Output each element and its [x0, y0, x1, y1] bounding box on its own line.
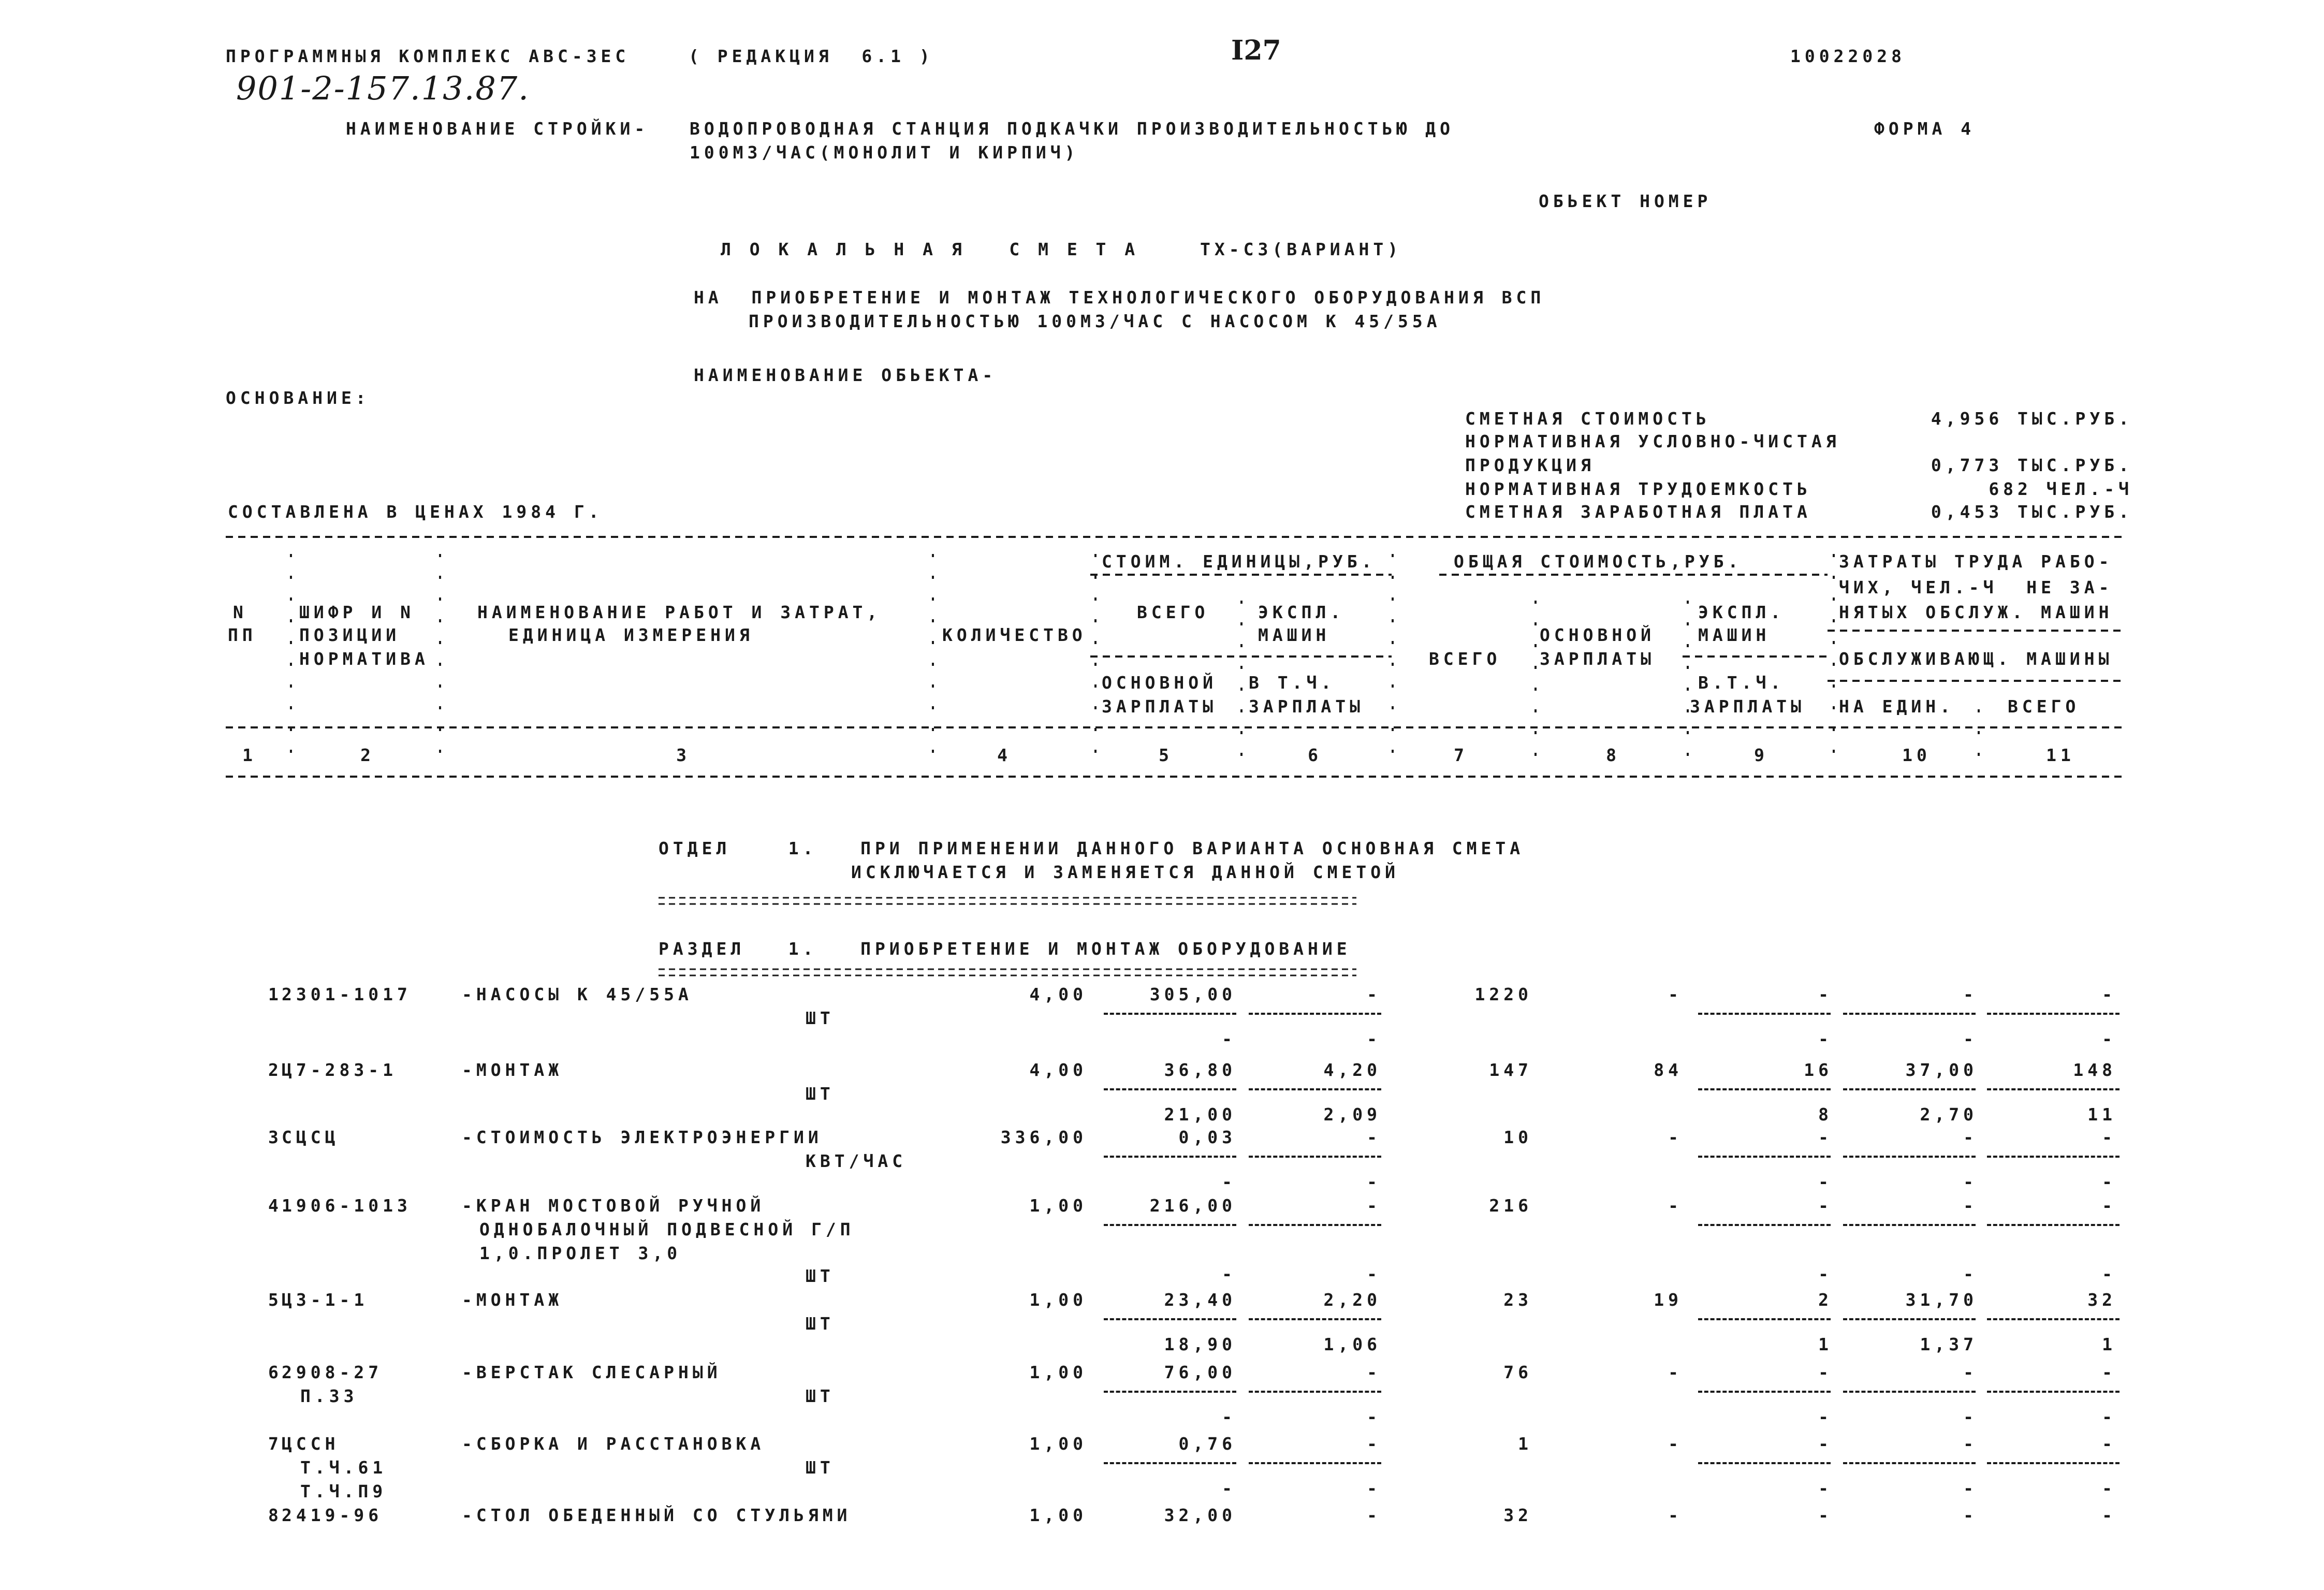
row-wages: - — [1668, 984, 1683, 1004]
summary-label: НОРМАТИВНАЯ ТРУДОЕМКОСТЬ — [1465, 479, 1811, 499]
cell-divider — [1698, 1156, 1831, 1158]
row-machine-total: 2 — [1818, 1290, 1833, 1310]
row-labor-total: - — [2102, 1434, 2116, 1454]
row-operator-total: 11 — [2087, 1104, 2116, 1125]
row-code: Т.Ч.П9 — [300, 1481, 387, 1501]
row-name: -ВЕРСТАК СЛЕСАРНЫЙ — [462, 1362, 722, 1382]
row-machine-wage-total: 1 — [1818, 1334, 1833, 1354]
row-quantity: 336,00 — [1000, 1127, 1087, 1147]
row-unit: ШТ — [806, 1314, 835, 1334]
cell-divider — [1843, 1224, 1976, 1226]
col-2-header: ШИФР И N — [299, 602, 415, 622]
row-operator-unit: - — [1963, 1407, 1978, 1427]
row-number: 4 — [268, 1195, 283, 1216]
row-machine-cost: - — [1367, 1195, 1381, 1216]
row-labor-unit: - — [1963, 984, 1978, 1004]
col-10-header: НА ЕДИН. — [1839, 696, 1954, 717]
row-machine-wage-total: - — [1818, 1029, 1833, 1049]
cell-divider — [1698, 1318, 1831, 1320]
row-operator-total: - — [2102, 1478, 2116, 1498]
row-quantity: 4,00 — [1029, 984, 1087, 1004]
row-base-wage: 21,00 — [1164, 1104, 1236, 1125]
row-operator-total: - — [2102, 1264, 2116, 1284]
row-operator-unit: - — [1963, 1264, 1978, 1284]
col-number: 1 — [242, 745, 257, 765]
row-machine-wage: - — [1367, 1407, 1381, 1427]
row-machine-cost: 4,20 — [1323, 1060, 1381, 1080]
prices-basis: СОСТАВЛЕНА В ЦЕНАХ 1984 Г. — [228, 502, 603, 522]
row-machine-total: 16 — [1804, 1060, 1833, 1080]
cell-divider — [1843, 1318, 1976, 1320]
row-unit-cost: 305,00 — [1149, 984, 1236, 1004]
cell-divider — [1987, 1318, 2120, 1320]
row-total: 1220 — [1474, 984, 1532, 1004]
purpose-line-2: ПРОИЗВОДИТЕЛЬНОСТЬЮ 100М3/ЧАС С НАСОСОМ К 45/55А — [749, 311, 1441, 331]
col-6-header: ЗАРПЛАТЫ — [1249, 696, 1364, 717]
row-machine-wage-total: - — [1818, 1264, 1833, 1284]
row-base-wage: - — [1222, 1407, 1236, 1427]
row-operator-total: - — [2102, 1029, 2116, 1049]
col-5-header: ЗАРПЛАТЫ — [1102, 696, 1217, 717]
form-label: ФОРМА 4 — [1874, 119, 1976, 139]
row-operator-unit: - — [1963, 1172, 1978, 1192]
row-code: СЦСЦ — [282, 1127, 340, 1147]
row-code: 2908-27 — [282, 1362, 383, 1382]
cell-divider — [1249, 1318, 1381, 1320]
row-operator-unit: 1,37 — [1920, 1334, 1978, 1354]
row-unit: ШТ — [806, 1084, 835, 1104]
row-labor-unit: - — [1963, 1434, 1978, 1454]
cell-divider — [1698, 1391, 1831, 1393]
row-machine-wage: 2,09 — [1323, 1104, 1381, 1125]
row-quantity: 1,00 — [1029, 1195, 1087, 1216]
row-total: 1 — [1518, 1434, 1532, 1454]
construction-label: НАИМЕНОВАНИЕ СТРОЙКИ- — [346, 119, 649, 139]
row-unit: ШТ — [806, 1457, 835, 1478]
row-wages: 84 — [1654, 1060, 1683, 1080]
cell-divider — [1843, 1462, 1976, 1464]
row-number: 2 — [268, 1060, 283, 1080]
row-name: -СТОЛ ОБЕДЕННЫЙ СО СТУЛЬЯМИ — [462, 1505, 852, 1525]
summary-label: СМЕТНАЯ СТОИМОСТЬ — [1465, 409, 1711, 429]
summary-label: СМЕТНАЯ ЗАРАБОТНАЯ ПЛАТА — [1465, 502, 1811, 522]
row-total: 10 — [1503, 1127, 1532, 1147]
row-machine-wage-total: - — [1818, 1478, 1833, 1498]
row-labor-total: - — [2102, 1127, 2116, 1147]
row-operator-total: - — [2102, 1172, 2116, 1192]
col-number: 2 — [360, 745, 375, 765]
col-number: 10 — [1902, 745, 1931, 765]
row-total: 147 — [1489, 1060, 1532, 1080]
row-machine-wage-total: - — [1818, 1407, 1833, 1427]
col-number: 5 — [1159, 745, 1173, 765]
handwritten-project-code: 901-2-157.13.87. — [236, 69, 530, 107]
row-machine-wage: 1,06 — [1323, 1334, 1381, 1354]
row-wages: - — [1668, 1127, 1683, 1147]
row-name: -НАСОСЫ К 45/55А — [462, 984, 693, 1004]
summary-value: 0,773 ТЫС.РУБ. — [1931, 455, 2133, 475]
cell-divider — [1104, 1156, 1236, 1158]
col-1-header: N — [233, 602, 247, 622]
row-unit-cost: 0,76 — [1178, 1434, 1236, 1454]
row-machine-total: - — [1818, 1195, 1833, 1216]
row-unit-cost: 0,03 — [1178, 1127, 1236, 1147]
col-number: 3 — [676, 745, 691, 765]
object-number: ОБЬЕКТ НОМЕР — [1539, 191, 1712, 211]
row-labor-total: 148 — [2073, 1060, 2116, 1080]
row-number: 3 — [268, 1127, 283, 1147]
cell-divider — [1104, 1462, 1236, 1464]
row-code: Ц7-283-1 — [282, 1060, 397, 1080]
row-name: -СБОРКА И РАССТАНОВКА — [462, 1434, 765, 1454]
cell-divider — [1249, 1013, 1381, 1015]
unit-cost-header: СТОИМ. ЕДИНИЦЫ,РУБ. — [1102, 551, 1376, 572]
col-number: 4 — [997, 745, 1012, 765]
department-heading: ИСКЛЮЧАЕТСЯ И ЗАМЕНЯЕТСЯ ДАННОЙ СМЕТОЙ — [851, 862, 1399, 882]
row-machine-total: - — [1818, 1362, 1833, 1382]
row-operator-unit: - — [1963, 1029, 1978, 1049]
cell-divider — [1104, 1318, 1236, 1320]
edition-label: ( РЕДАКЦИЯ 6.1 ) — [689, 46, 934, 66]
cell-divider — [1987, 1088, 2120, 1090]
labor-header: ОБСЛУЖИВАЮЩ. МАШИНЫ — [1839, 649, 2113, 669]
row-labor-unit: 31,70 — [1905, 1290, 1978, 1310]
col-number: 8 — [1606, 745, 1620, 765]
row-labor-unit: - — [1963, 1505, 1978, 1525]
cell-divider — [1987, 1391, 2120, 1393]
labor-header: ЗАТРАТЫ ТРУДА РАБО- — [1839, 551, 2113, 572]
row-labor-unit: - — [1963, 1195, 1978, 1216]
row-machine-cost: - — [1367, 1362, 1381, 1382]
row-name: -СТОИМОСТЬ ЭЛЕКТРОЭНЕРГИИ — [462, 1127, 823, 1147]
col-9-header: ЭКСПЛ. — [1698, 602, 1785, 622]
department-heading: ОТДЕЛ 1. ПРИ ПРИМЕНЕНИИ ДАННОГО ВАРИАНТА ОСНОВНАЯ СМЕТА — [659, 838, 1525, 858]
row-wages: - — [1668, 1505, 1683, 1525]
cell-divider — [1249, 1224, 1381, 1226]
row-unit: ШТ — [806, 1266, 835, 1286]
construction-name-1: ВОДОПРОВОДНАЯ СТАНЦИЯ ПОДКАЧКИ ПРОИЗВОДИТЕЛЬНОСТЬЮ ДО — [690, 119, 1454, 139]
basis-label: ОСНОВАНИЕ: — [226, 388, 370, 408]
object-name-label: НАИМЕНОВАНИЕ ОБЬЕКТА- — [694, 365, 997, 385]
cell-divider — [1698, 1088, 1831, 1090]
row-unit: КВТ/ЧАС — [806, 1151, 907, 1171]
row-code: 2419-96 — [282, 1505, 383, 1525]
row-code: Ц3-1-1 — [282, 1290, 369, 1310]
col-6-header: МАШИН — [1258, 625, 1331, 645]
row-number: 8 — [268, 1505, 283, 1525]
row-total: 32 — [1503, 1505, 1532, 1525]
row-total: 216 — [1489, 1195, 1532, 1216]
summary-value: 682 ЧЕЛ.-Ч — [1989, 479, 2133, 499]
total-cost-header: ОБЩАЯ СТОИМОСТЬ,РУБ. — [1454, 551, 1743, 572]
row-quantity: 1,00 — [1029, 1362, 1087, 1382]
row-machine-total: - — [1818, 1434, 1833, 1454]
row-quantity: 1,00 — [1029, 1505, 1087, 1525]
row-wages: - — [1668, 1195, 1683, 1216]
summary-label: НОРМАТИВНАЯ УСЛОВНО-ЧИСТАЯ — [1465, 431, 1840, 451]
labor-header: НЯТЫХ ОБСЛУЖ. МАШИН — [1839, 602, 2113, 622]
cell-divider — [1249, 1462, 1381, 1464]
cell-divider — [1104, 1013, 1236, 1015]
cell-divider — [1104, 1224, 1236, 1226]
row-machine-total: - — [1818, 1127, 1833, 1147]
row-machine-cost: - — [1367, 1505, 1381, 1525]
cell-divider — [1104, 1391, 1236, 1393]
row-machine-cost: 2,20 — [1323, 1290, 1381, 1310]
row-labor-unit: - — [1963, 1362, 1978, 1382]
section-heading: РАЗДЕЛ 1. ПРИОБРЕТЕНИЕ И МОНТАЖ ОБОРУДОВАНИЕ — [659, 939, 1351, 959]
row-machine-wage-total: 8 — [1818, 1104, 1833, 1125]
row-total: 23 — [1503, 1290, 1532, 1310]
cell-divider — [1987, 1013, 2120, 1015]
col-2-header: НОРМАТИВА — [299, 649, 429, 669]
summary-value: 4,956 ТЫС.РУБ. — [1931, 409, 2133, 429]
row-labor-total: 32 — [2087, 1290, 2116, 1310]
row-quantity: 1,00 — [1029, 1434, 1087, 1454]
row-machine-wage-total: - — [1818, 1172, 1833, 1192]
row-number: 5 — [268, 1290, 283, 1310]
col-9-header: ЗАРПЛАТЫ — [1690, 696, 1805, 717]
cell-divider — [1987, 1462, 2120, 1464]
cell-divider — [1249, 1391, 1381, 1393]
row-unit-cost: 23,40 — [1164, 1290, 1236, 1310]
program-name: ПРОГРАММНЫЯ КОМПЛЕКС АВС-ЗЕС — [226, 46, 630, 66]
row-labor-total: - — [2102, 1505, 2116, 1525]
construction-name-2: 100М3/ЧАС(МОНОЛИТ И КИРПИЧ) — [690, 142, 1079, 163]
summary-value: 0,453 ТЫС.РУБ. — [1931, 502, 2133, 522]
row-quantity: 1,00 — [1029, 1290, 1087, 1310]
row-wages: - — [1668, 1434, 1683, 1454]
col-1-header: ПП — [228, 625, 257, 645]
col-8-header: ЗАРПЛАТЫ — [1540, 649, 1655, 669]
cell-divider — [1843, 1013, 1976, 1015]
row-name: 1,0.ПРОЛЕТ 3,0 — [479, 1243, 682, 1263]
estimate-code: ТХ-СЗ(ВАРИАНТ) — [1200, 239, 1402, 259]
row-name: -КРАН МОСТОВОЙ РУЧНОЙ — [462, 1195, 765, 1216]
row-quantity: 4,00 — [1029, 1060, 1087, 1080]
row-unit-cost: 76,00 — [1164, 1362, 1236, 1382]
doc-code: 10022028 — [1790, 46, 1906, 66]
row-machine-wage: - — [1367, 1172, 1381, 1192]
row-wages: 19 — [1654, 1290, 1683, 1310]
cell-divider — [1698, 1224, 1831, 1226]
col-number: 11 — [2046, 745, 2075, 765]
col-5-header: ОСНОВНОЙ — [1102, 673, 1217, 693]
cell-divider — [1249, 1156, 1381, 1158]
row-name: -МОНТАЖ — [462, 1290, 563, 1310]
cell-divider — [1843, 1088, 1976, 1090]
col-5-header: ВСЕГО — [1137, 602, 1209, 622]
row-machine-total: - — [1818, 984, 1833, 1004]
row-operator-total: - — [2102, 1407, 2116, 1427]
col-9-header: В.Т.Ч. — [1698, 673, 1785, 693]
row-machine-cost: - — [1367, 1434, 1381, 1454]
row-code: П.33 — [300, 1386, 358, 1406]
col-4-header: КОЛИЧЕСТВО — [942, 625, 1087, 645]
row-unit: ШТ — [806, 1386, 835, 1406]
row-machine-total: - — [1818, 1505, 1833, 1525]
summary-label: ПРОДУКЦИЯ — [1465, 455, 1595, 475]
row-base-wage: - — [1222, 1478, 1236, 1498]
row-labor-total: - — [2102, 984, 2116, 1004]
row-machine-wage: - — [1367, 1264, 1381, 1284]
col-6-header: В Т.Ч. — [1249, 673, 1336, 693]
row-base-wage: - — [1222, 1172, 1236, 1192]
cell-divider — [1249, 1088, 1381, 1090]
row-unit-cost: 32,00 — [1164, 1505, 1236, 1525]
row-wages: - — [1668, 1362, 1683, 1382]
cell-divider — [1987, 1156, 2120, 1158]
row-code: Т.Ч.61 — [300, 1457, 387, 1478]
row-name: -МОНТАЖ — [462, 1060, 563, 1080]
row-code: 2301-1017 — [282, 984, 412, 1004]
col-3-header: ЕДИНИЦА ИЗМЕРЕНИЯ — [508, 625, 754, 645]
row-labor-total: - — [2102, 1195, 2116, 1216]
row-machine-wage: - — [1367, 1478, 1381, 1498]
row-number: 6 — [268, 1362, 283, 1382]
row-unit: ШТ — [806, 1008, 835, 1028]
row-base-wage: - — [1222, 1029, 1236, 1049]
row-number: 7 — [268, 1434, 283, 1454]
col-11-header: ВСЕГО — [2008, 696, 2080, 717]
page-number: I27 — [1231, 35, 1281, 66]
cell-divider — [1104, 1088, 1236, 1090]
row-machine-cost: - — [1367, 984, 1381, 1004]
row-code: 1906-1013 — [282, 1195, 412, 1216]
cell-divider — [1698, 1013, 1831, 1015]
col-number: 7 — [1454, 745, 1468, 765]
row-unit-cost: 216,00 — [1149, 1195, 1236, 1216]
col-3-header: НАИМЕНОВАНИЕ РАБОТ И ЗАТРАТ, — [477, 602, 882, 622]
row-number: 1 — [268, 984, 283, 1004]
cell-divider — [1843, 1156, 1976, 1158]
row-labor-unit: - — [1963, 1127, 1978, 1147]
row-name: ОДНОБАЛОЧНЫЙ ПОДВЕСНОЙ Г/П — [479, 1219, 855, 1239]
row-operator-total: 1 — [2102, 1334, 2116, 1354]
row-base-wage: - — [1222, 1264, 1236, 1284]
col-9-header: МАШИН — [1698, 625, 1771, 645]
col-2-header: ПОЗИЦИИ — [299, 625, 401, 645]
col-8-header: ОСНОВНОЙ — [1540, 625, 1655, 645]
row-operator-unit: 2,70 — [1920, 1104, 1978, 1125]
row-base-wage: 18,90 — [1164, 1334, 1236, 1354]
row-code: ЦССН — [282, 1434, 340, 1454]
row-unit-cost: 36,80 — [1164, 1060, 1236, 1080]
col-6-header: ЭКСПЛ. — [1258, 602, 1345, 622]
col-number: 9 — [1754, 745, 1768, 765]
row-operator-unit: - — [1963, 1478, 1978, 1498]
row-labor-unit: 37,00 — [1905, 1060, 1978, 1080]
row-total: 76 — [1503, 1362, 1532, 1382]
estimate-title: Л О К А Л Ь Н А Я С М Е Т А — [721, 239, 1139, 259]
row-machine-cost: - — [1367, 1127, 1381, 1147]
purpose-line-1: НА ПРИОБРЕТЕНИЕ И МОНТАЖ ТЕХНОЛОГИЧЕСКОГО ОБОРУДОВАНИЯ ВСП — [694, 287, 1545, 308]
col-7-header: ВСЕГО — [1429, 649, 1501, 669]
cell-divider — [1843, 1391, 1976, 1393]
col-number: 6 — [1308, 745, 1322, 765]
row-labor-total: - — [2102, 1362, 2116, 1382]
row-machine-wage: - — [1367, 1029, 1381, 1049]
labor-header: ЧИХ, ЧЕЛ.-Ч НЕ ЗА- — [1839, 577, 2113, 597]
cell-divider — [1987, 1224, 2120, 1226]
cell-divider — [1698, 1462, 1831, 1464]
